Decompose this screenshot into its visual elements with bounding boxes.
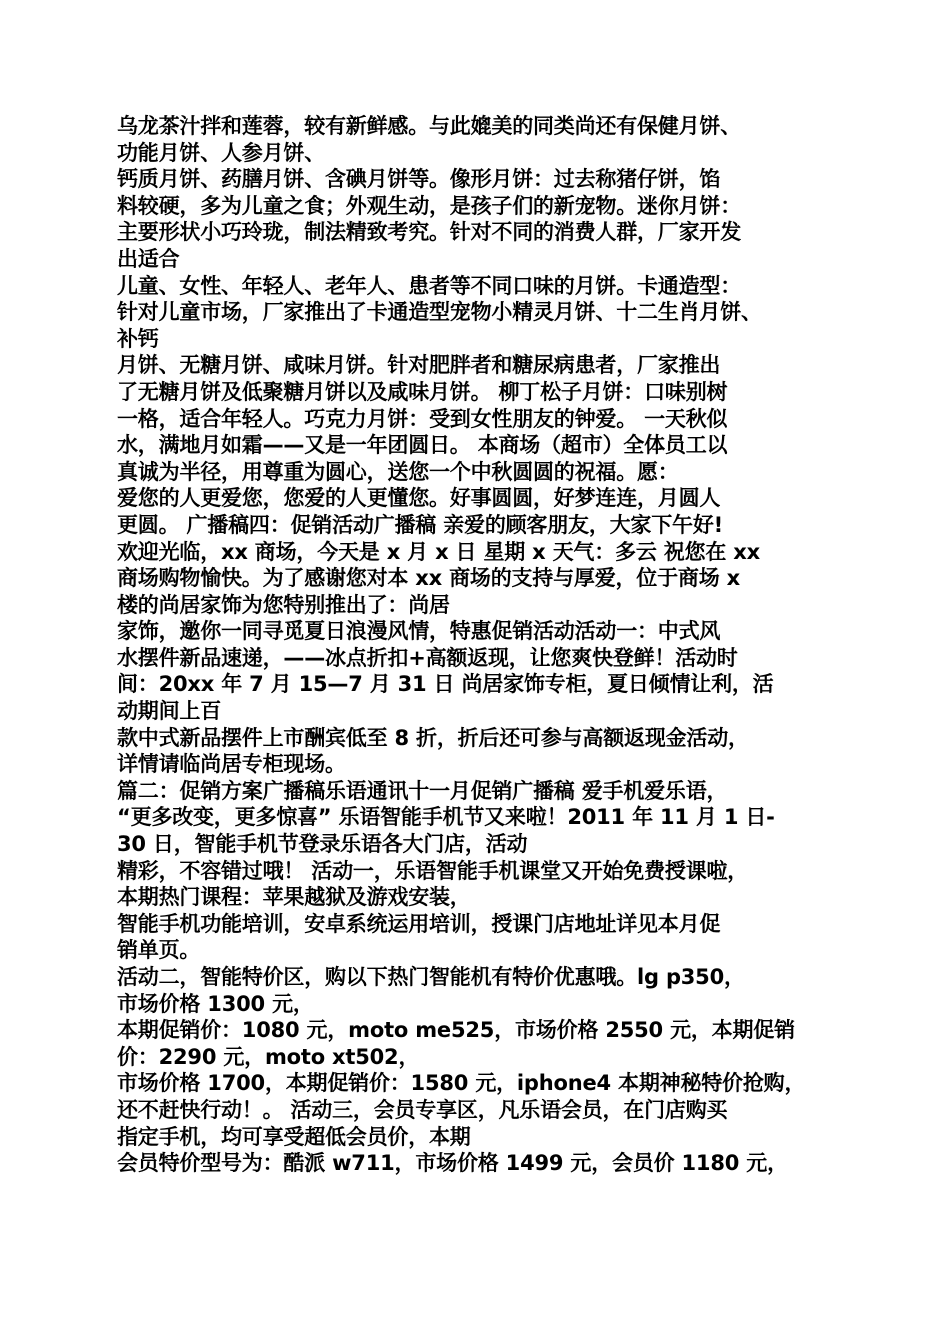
text-line: 功能月饼、人参月饼、 bbox=[117, 140, 325, 165]
text-line: 间：20xx 年 7 月 15—7 月 31 日 尚居家饰专柜，夏日倾情让利，活 bbox=[117, 672, 774, 697]
text-line: 30 日，智能手机节登录乐语各大门店，活动 bbox=[117, 832, 528, 857]
text-line: 水摆件新品速递，——冰点折扣+高额返现，让您爽快登鲜！活动时 bbox=[117, 645, 738, 670]
text-line: 动期间上百 bbox=[117, 699, 221, 724]
text-line: 更圆。 广播稿四：促销活动广播稿 亲爱的顾客朋友，大家下午好! bbox=[117, 512, 723, 537]
text-line: 家饰，邀你一同寻觅夏日浪漫风情，特惠促销活动活动一：中式风 bbox=[117, 619, 721, 644]
text-line: 欢迎光临，xx 商场，今天是 x 月 x 日 星期 x 天气：多云 祝您在 xx bbox=[117, 539, 760, 564]
text-line: 指定手机，均可享受超低会员价，本期 bbox=[117, 1124, 471, 1149]
text-line: 了无糖月饼及低聚糖月饼以及咸味月饼。 柳丁松子月饼：口味别树 bbox=[117, 379, 728, 404]
text-line: 月饼、无糖月饼、咸味月饼。针对肥胖者和糖尿病患者，厂家推出 bbox=[117, 353, 721, 378]
text-line: 楼的尚居家饰为您特别推出了：尚居 bbox=[117, 592, 450, 617]
document-body bbox=[117, 113, 847, 1177]
text-line: 精彩，不容错过哦！ 活动一，乐语智能手机课堂又开始免费授课啦， bbox=[117, 858, 749, 883]
text-line: 钙质月饼、药膳月饼、含碘月饼等。像形月饼：过去称猪仔饼，馅 bbox=[117, 167, 721, 192]
text-line: 款中式新品摆件上市酬宾低至 8 折，折后还可参与高额返现金活动， bbox=[117, 725, 749, 750]
text-line: 主要形状小巧玲珑，制法精致考究。针对不同的消费人群，厂家开发 bbox=[117, 220, 741, 245]
text-line: 篇二：促销方案广播稿乐语通讯十一月促销广播稿 爱手机爱乐语， bbox=[117, 778, 728, 803]
text-line: 真诚为半径，用尊重为圆心，送您一个中秋圆圆的祝福。愿： bbox=[117, 459, 679, 484]
text-line: 还不赶快行动！。 活动三，会员专享区，凡乐语会员，在门店购买 bbox=[117, 1097, 728, 1122]
text-line: 价：2290 元，moto xt502， bbox=[117, 1044, 420, 1069]
text-line: 本期促销价：1080 元，moto me525，市场价格 2550 元，本期促销 bbox=[117, 1018, 795, 1043]
text-line: 商场购物愉快。为了感谢您对本 xx 商场的支持与厚爱，位于商场 x bbox=[117, 566, 740, 591]
text-line: 市场价格 1300 元， bbox=[117, 991, 314, 1016]
text-line: 会员特价型号为：酷派 w711，市场价格 1499 元，会员价 1180 元， bbox=[117, 1151, 788, 1176]
text-line: 智能手机功能培训，安卓系统运用培训，授课门店地址详见本月促 bbox=[117, 911, 721, 936]
text-line: 水，满地月如霜——又是一年团圆日。 本商场（超市）全体员工以 bbox=[117, 433, 728, 458]
text-line: 市场价格 1700，本期促销价：1580 元，iphone4 本期神秘特价抢购， bbox=[117, 1071, 806, 1096]
text-line: 乌龙茶汁拌和莲蓉，较有新鲜感。与此媲美的同类尚还有保健月饼、 bbox=[117, 114, 741, 138]
text-line: 销单页。 bbox=[117, 938, 201, 963]
text-line: 补钙 bbox=[117, 326, 159, 351]
text-line: 本期热门课程：苹果越狱及游戏安装， bbox=[117, 885, 471, 910]
text-line: 一格，适合年轻人。巧克力月饼：受到女性朋友的钟爱。 一天秋似 bbox=[117, 406, 728, 431]
text-line: 儿童、女性、年轻人、老年人、患者等不同口味的月饼。卡通造型： bbox=[117, 273, 741, 298]
text-line: 出适合 bbox=[117, 246, 180, 271]
text-line: 爱您的人更爱您，您爱的人更懂您。好事圆圆，好梦连连，月圆人 bbox=[117, 486, 721, 511]
text-line: 料较硬，多为儿童之食；外观生动，是孩子们的新宠物。迷你月饼： bbox=[117, 193, 741, 218]
text-line: 针对儿童市场，厂家推出了卡通造型宠物小精灵月饼、十二生肖月饼、 bbox=[117, 300, 762, 325]
text-line: “更多改变，更多惊喜” 乐语智能手机节又来啦！2011 年 11 月 1 日- bbox=[117, 805, 775, 830]
text-line: 活动二，智能特价区，购以下热门智能机有特价优惠哦。lg p350， bbox=[117, 965, 745, 989]
text-line: 详情请临尚居专柜现场。 bbox=[117, 752, 346, 777]
